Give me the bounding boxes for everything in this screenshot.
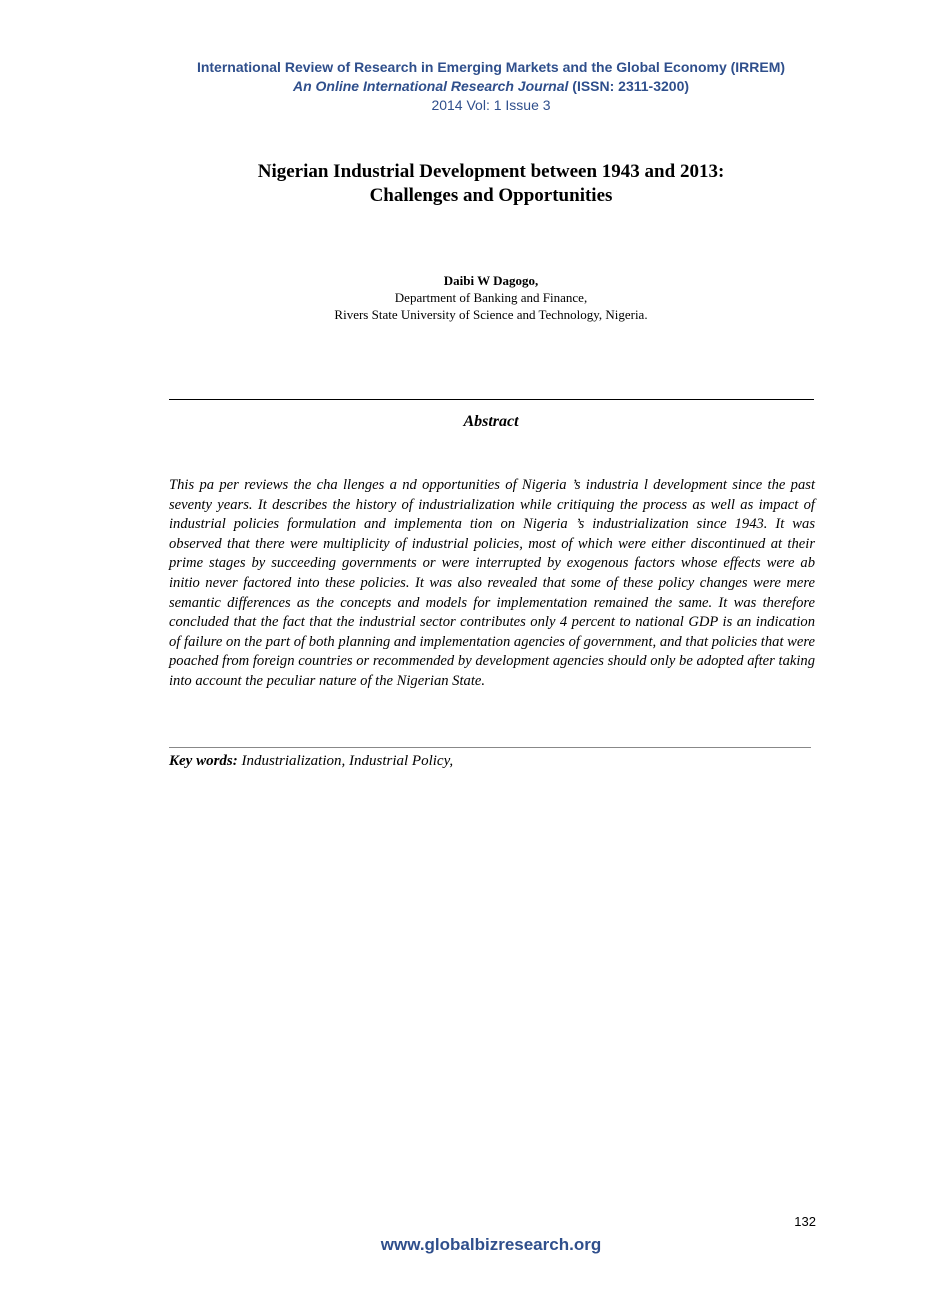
footer-url[interactable]: www.globalbizresearch.org (380, 1235, 602, 1254)
keywords-label: Key words: (169, 753, 238, 769)
paper-title (0, 160, 926, 208)
bottom-divider (169, 747, 811, 748)
journal-subtitle (0, 77, 926, 96)
paper-title-line1: Nigerian Industrial Development between 1943 and 2013: (257, 161, 725, 182)
journal-name: International Review of Research in Emerging Markets and the Global Economy (IRREM) (196, 59, 786, 75)
author-institution: Rivers State University of Science and Technology, Nigeria. (334, 307, 648, 322)
author-department: Department of Banking and Finance, (394, 290, 588, 305)
abstract-text: This pa per reviews the cha llenges a nd opportunities of Nigeria ’s industria l development since the past seventy years. It describes the history of industrialization while critiquing the process as well as impact of industrial policies formulation and implementa tion on Nigeria ’s industrialization since 1943. It was observed that there were multiplicity of industrial policies, most of which were either discontinued at their prime stages by succeeding governments or were interrupted by exogenous factors whose effects were ab initio never factored into these policies. It was also revealed that some of these policy changes were mere semantic differences as the concepts and models for implementation remained the same. It was therefore concluded that the fact that the industrial sector contributes only 4 percent to national GDP is an indication of failure on the part of both planning and implementation agencies of government, and that policies that were poached from foreign countries or recommended by development agencies should only be adopted after taking into account the peculiar nature of the Nigerian State. (169, 477, 815, 689)
journal-volume: 2014 Vol: 1 Issue 3 (431, 97, 551, 113)
page-number: 132 (794, 1214, 816, 1229)
abstract-heading: Abstract (463, 413, 519, 430)
journal-issn: (ISSN: 2311-3200) (568, 78, 690, 94)
author-block (0, 272, 926, 323)
top-divider (169, 399, 814, 400)
journal-header (0, 58, 926, 115)
journal-subtitle-italic: An Online International Research Journal (292, 78, 569, 94)
keywords-values: Industrialization, Industrial Policy, (237, 753, 454, 769)
paper-title-line2: Challenges and Opportunities (369, 185, 613, 206)
keywords (169, 751, 815, 771)
author-name: Daibi W Dagogo, (443, 273, 539, 288)
